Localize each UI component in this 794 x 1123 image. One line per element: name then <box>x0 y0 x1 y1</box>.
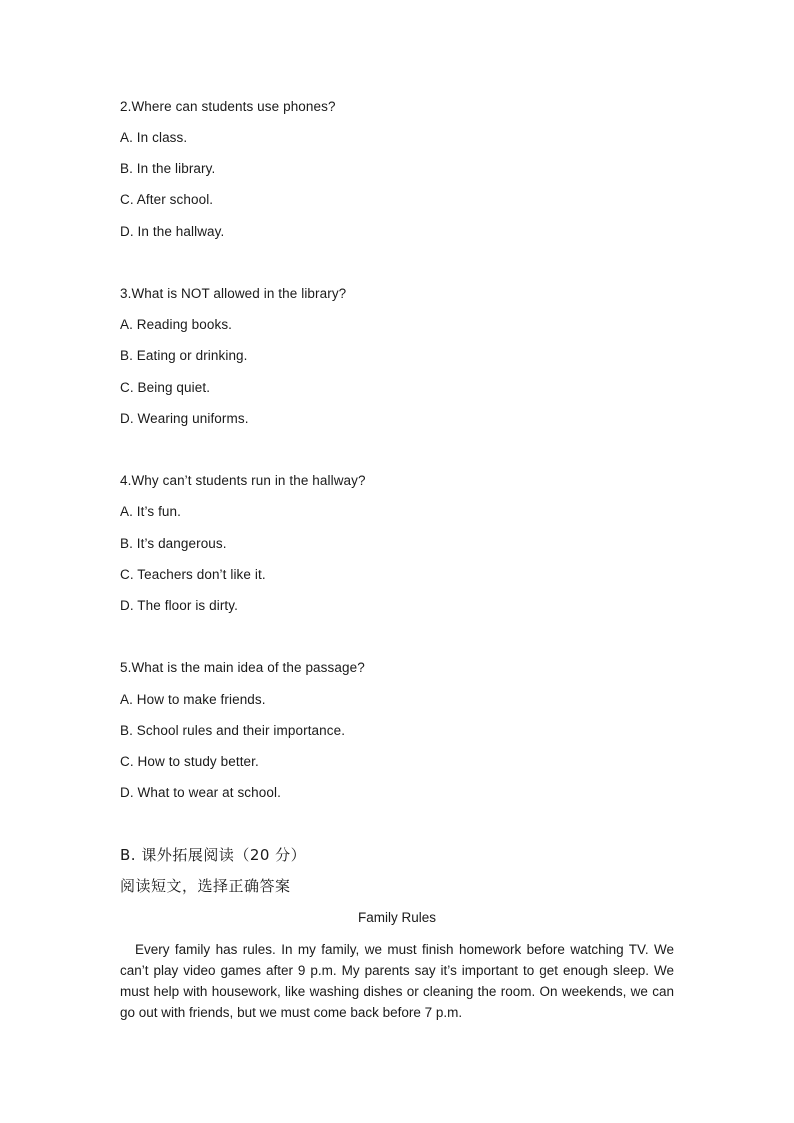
question-3-option-d: D. Wearing uniforms. <box>120 411 249 426</box>
question-5-option-b: B. School rules and their importance. <box>120 723 346 738</box>
question-2-option-b: B. In the library. <box>120 161 216 176</box>
passage-body: Every family has rules. In my family, we must finish homework before watching TV. We can’t play video games after 9 p.m. My parents say it’s important to get enough sleep. We must help with housework, like washing dishes or cleaning the room. On weekends, we can go out with friends, but we must come back before 7 p.m. <box>120 942 674 1020</box>
question-5-option-c: C. How to study better. <box>120 754 259 769</box>
question-4-option-c: C. Teachers don’t like it. <box>120 567 266 582</box>
question-3-text: 3.What is NOT allowed in the library? <box>120 286 347 301</box>
question-3-option-c: C. Being quiet. <box>120 380 211 395</box>
question-4-text: 4.Why can’t students run in the hallway? <box>120 473 366 488</box>
question-5-option-a: A. How to make friends. <box>120 692 266 707</box>
question-2-text: 2.Where can students use phones? <box>120 99 336 114</box>
question-3-option-b: B. Eating or drinking. <box>120 348 248 363</box>
question-5-text: 5.What is the main idea of the passage? <box>120 660 365 675</box>
question-2-option-a: A. In class. <box>120 130 188 145</box>
question-2-option-d: D. In the hallway. <box>120 224 225 239</box>
passage-title: Family Rules <box>357 910 436 925</box>
question-4-option-a: A. It’s fun. <box>120 504 181 519</box>
question-5-option-d: D. What to wear at school. <box>120 785 281 800</box>
question-3-option-a: A. Reading books. <box>120 317 233 332</box>
section-b-heading: B. 课外拓展阅读（20 分） <box>120 846 307 864</box>
question-2-option-c: C. After school. <box>120 192 214 207</box>
question-4-option-b: B. It’s dangerous. <box>120 536 227 551</box>
section-b-instruction: 阅读短文，选择正确答案 <box>120 877 291 895</box>
question-4-option-d: D. The floor is dirty. <box>120 598 238 613</box>
